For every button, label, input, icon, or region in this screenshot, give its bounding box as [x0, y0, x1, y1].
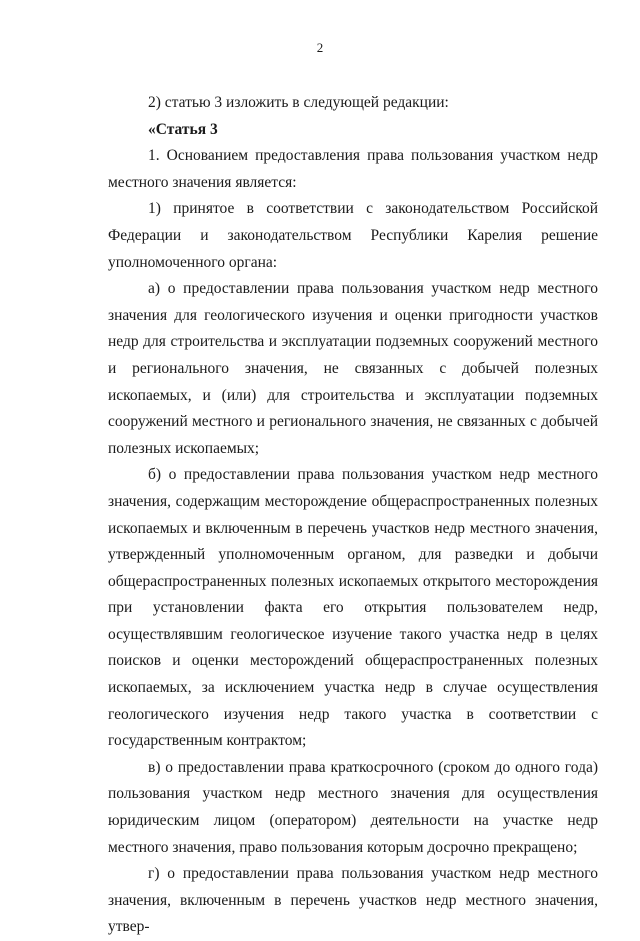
paragraph-subclause-1: 1) принятое в соответствии с законодательством Российской Федерации и законодательством Республики Карелия решение уполномоченного органа:: [108, 200, 598, 271]
paragraph-item-a: а) о предоставлении права пользования участком недр местного значения для геологического изучения и оценки пригодности участков недр для строительства и эксплуатации подземных сооружений местного и регионального значения, не связанных с добычей полезных ископаемых, и (или) для строительства и эксплуатации подземных сооружений местного и регионального значения, не связанных с добычей полезных ископаемых;: [108, 280, 598, 457]
paragraph-clause-1: 1. Основанием предоставления права пользования участком недр местного значения является:: [108, 147, 598, 191]
paragraph-item-b: б) о предоставлении права пользования участком недр местного значения, содержащим месторождение общераспространенных полезных ископаемых и включенным в перечень участков недр местного значения, утвержденный уполномоченным органом, для разведки и добычи общераспространенных полезных ископаемых открытого месторождения при установлении факта его открытия пользователем недр, осуществлявшим геологическое изучение такого участка недр в целях поисков и оценки месторождений общераспространенных полезных ископаемых, за исключением участка недр в случае осуществления геологического изучения недр такого участка в соответствии с государственным контрактом;: [108, 466, 598, 750]
paragraph-amendment-intro: 2) статью 3 изложить в следующей редакции:: [148, 94, 449, 111]
article-heading: «Статья 3: [148, 120, 218, 138]
paragraph-item-g: г) о предоставлении права пользования участком недр местного значения, включенным в перечень участков недр местного значения, утвер-: [108, 865, 598, 936]
page-number: 2: [316, 40, 324, 55]
document-body: [108, 90, 598, 941]
paragraph-item-v: в) о предоставлении права краткосрочного (сроком до одного года) пользования участком недр местного значения для осуществления юридическим лицом (оператором) деятельности на участке недр местного значения, право пользования которым досрочно прекращено;: [108, 758, 598, 856]
